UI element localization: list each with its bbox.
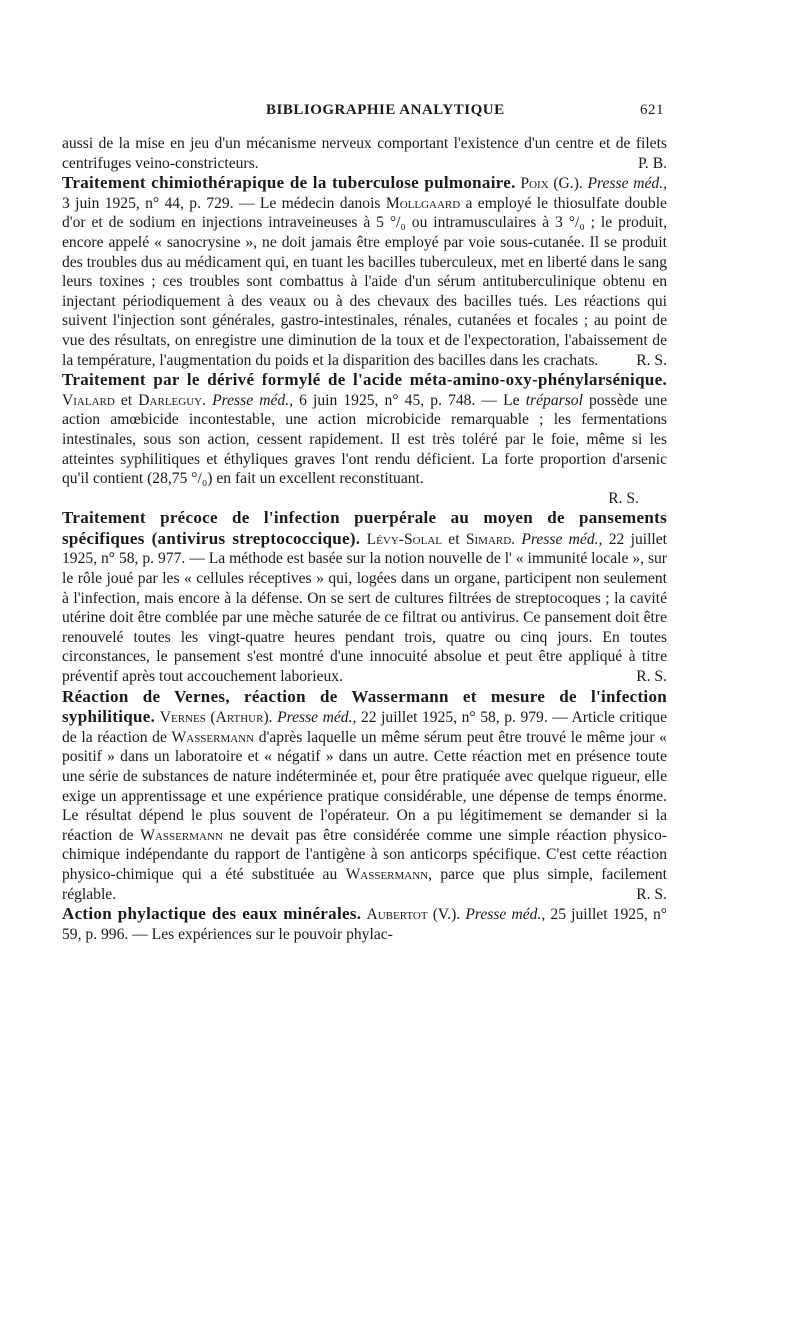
entry-author: Lévy-Solal: [366, 530, 442, 548]
entry-person: Wassermann: [140, 826, 223, 844]
bibliography-entry: [62, 687, 667, 905]
signature: R. S.: [636, 351, 667, 369]
entry-person: Wassermann: [171, 728, 255, 746]
signature: R. S.: [636, 885, 667, 903]
entry-reference: 3 juin 1925, n° 44, p. 729. — Le médecin danois: [62, 194, 381, 212]
body-text: [62, 134, 667, 944]
entry-conjunction: et: [448, 530, 460, 548]
entry-author: Poix (G.).: [520, 175, 583, 193]
entry-author: Aubertot (V.).: [366, 906, 461, 924]
entry-person: Wassermann,: [345, 865, 433, 883]
entry-reference: 22 juillet 1925, n° 58, p. 979. — Article critique de la réaction de: [62, 709, 668, 746]
signature-line: [62, 489, 667, 509]
entry-conjunction: et: [120, 391, 133, 409]
entry-text: possède une action amœbicide incontestable, une action microbicide remarquable ; les fermentations intestinales, sous son action, cessent rapidement. Il est très toléré par le foie, même si les atteintes syphilitiques et éthyliques graves l'ont rendu déficient. La forte proportion d'arsenic qu'il contient (28,75 °/₀) en fait un excellent reconstituant.: [62, 391, 668, 488]
bibliography-entry: [62, 904, 667, 944]
entry-author: Vernes (Arthur).: [159, 709, 273, 727]
entry-author: Simard.: [465, 530, 516, 548]
entry-text: d'après laquelle un même sérum peut être trouvé le même jour « positif » dans un laboratoire et « négatif » dans un autre. Cette réaction met en présence toute une série de substances de nature indéterminée et, pour être pratiquée avec quelque rigueur, elle exige un apprentissage et une expérience pratique considérable, une dépense de temps énorme. Le résultat dépend le plus souvent de l'opérateur. On a pu légitimement se demander si la réaction de: [62, 728, 667, 844]
entry-title: Traitement par le dérivé formylé de l'acide méta-amino-oxy-phénylarsénique.: [62, 370, 667, 390]
entry-journal: Presse méd.,: [521, 530, 603, 548]
entry-text: parce que plus simple, facilement réglable.: [62, 865, 668, 903]
entry-title: Traitement précoce de l'infection puerpérale au moyen de pansements spécifiques (antivirus streptococcique).: [62, 508, 667, 548]
intro-paragraph: [62, 134, 667, 173]
entry-title: Action phylactique des eaux minérales.: [62, 904, 362, 924]
signature: R. S.: [608, 489, 639, 507]
entry-text: Les expériences sur le pouvoir phylac-: [151, 925, 393, 943]
entry-title: Réaction de Vernes, réaction de Wassermann et mesure de l'infection syphilitique.: [62, 686, 667, 727]
signature: P. B.: [637, 154, 667, 172]
running-title: BIBLIOGRAPHIE ANALYTIQUE: [266, 102, 505, 118]
entry-reference: 22 juillet 1925, n° 58, p. 977. —: [62, 530, 668, 568]
entry-drug-name: tréparsol: [525, 391, 583, 409]
entry-person: Mollgaard: [385, 194, 461, 212]
entry-reference: 25 juillet 1925, n° 59, p. 996. —: [62, 906, 667, 943]
entry-journal: Presse méd.,: [465, 906, 546, 924]
entry-text: La méthode est basée sur la notion nouvelle de l' « immunité locale », sur le rôle joué par les « cellules réceptives » qui, logées dans un organe, participent non seulement à l'infection, mais encore à la défense. On se sert de cultures filtrées de streptocoques ; la cavité utérine doit être comblée par une mèche saturée de ce filtrat ou antivirus. Ce pansement doit être renouvelé toutes les vingt-quatre heures pendant trois, quatre ou cinq jours. En toutes circonstances, le pansement s'est montré d'une innocuité absolue et peut être appliqué à titre préventif après tout accouchement laborieux.: [62, 550, 667, 686]
intro-text: aussi de la mise en jeu d'un mécanisme nerveux comportant l'existence d'un centre et de filets centrifuges veino-constricteurs.: [62, 135, 667, 172]
entry-text: ne devait pas être considérée comme une simple réaction physico-chimique indépendante du rapport de l'antigène à son anticorps spécifique. C'est cette réaction physico-chimique qui a été substituée au: [62, 826, 667, 883]
entry-author: Vialard: [62, 391, 115, 409]
entry-title: Traitement chimiothérapique de la tuberculose pulmonaire.: [62, 173, 516, 193]
entry-journal: Presse méd.,: [212, 391, 293, 409]
entry-author: Darleguy.: [138, 391, 207, 409]
entry-reference: 6 juin 1925, n° 45, p. 748. — Le: [299, 391, 520, 409]
bibliography-entry: [62, 370, 667, 489]
entry-journal: Presse méd.,: [587, 175, 668, 193]
signature: R. S.: [636, 668, 667, 686]
entry-journal: Presse méd.,: [277, 709, 357, 727]
bibliography-entry: [62, 173, 667, 370]
page-number: 621: [640, 102, 664, 118]
entry-text: a employé le thiosulfate double d'or et de sodium en injections intraveineuses à 5 °/₀ ou intramusculaires à 3 °/₀ ; le produit, encore appelé « sanocrysine », ne doit jamais être employé par voie sous-cutanée. Il se produit des troubles dus au médicament qui, en tuant les bacilles tuberculeux, met en liberté dans le sang leurs toxines ; ces troubles sont combattus à l'aide d'un sérum antituberculinique obtenu en injectant périodiquement à des veaux ou à des chevaux des bacilles tués. Les réactions qui suivent l'injection sont générales, gastro-intestinales, rénales, cutanées et focales ; au point de vue des résultats, on enregistre une diminution de la toux et de l'expectoration, l'abaissement de la température, l'augmentation du poids et la disparition des bacilles dans les crachats.: [62, 194, 667, 369]
bibliography-entry: [62, 508, 667, 686]
